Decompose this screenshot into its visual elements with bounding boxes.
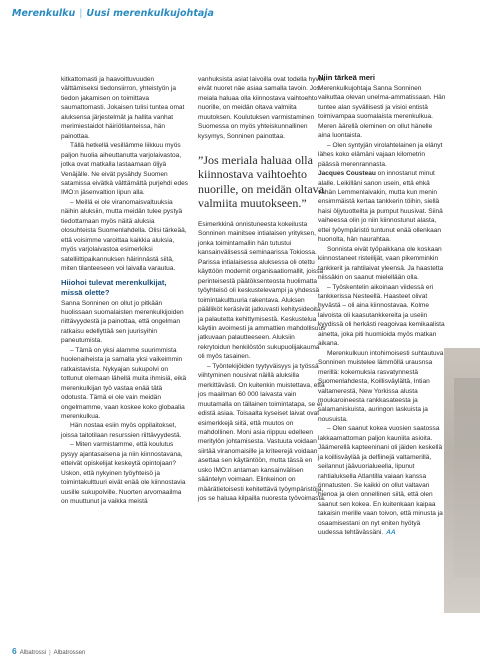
- magazine-name-alt: Albatrossen: [53, 650, 86, 656]
- body-paragraph: Merenkulkujohtaja Sanna Sonninen vaikuttaa olevan unelma-ammatissaan. Hän tuntee alan syvällisesti ja visioi entistä toimivampaa suomalaista merenkulkua. Meren äärellä oleminen on ollut hänelle aina luontaista.: [318, 85, 446, 140]
- section-label: Merenkulku: [12, 8, 76, 19]
- body-paragraph: – Meillä ei ole viranomaisvaltuuksia näihin aluksiin, mutta meidän tulee pystyä tiedottamaan myös näitä aluksia olosuhteista Suomenlahdella. Olisi tärkeää, että voisimme varoittaa kaikkia aluksia, myös varjolaivastoa esimerkiksi satelliittipaikannuksen häirinnästä siitä, miten tilanteeseen voi laivalla varautua.: [61, 198, 187, 273]
- footer-separator: |: [49, 650, 51, 656]
- body-paragraph: Esimerkkinä onnistuneesta kokeilusta Sonninen mainitsee intialaisen yrityksen, jonka toimintamallin hän tutustui kansainvälisessä seminaarissa Tokiossa. Parissa intialaisessa aluksessa oli otettu käyttöön modernit organisaatiomallit, joissa perinteisestä päätöksenteosta huolimatta työyhteisö oli keskustelevampi ja yhdessä toimintakulttuuria rakentava. Aluksen päälliköt keräsivät jatkuvasti kehitysideoita ja palautetta kehittymisestä. Keskustelua käytiin avoimesti ja ammattien mahdollisuus jatkuvaan palautteeseen. Aluksiin rekrytoidun henkilöstön sukupuolijakauma oli myös tasainen.: [198, 220, 326, 361]
- paragraph-text: – Olen saanut kokea vuosien saatossa lakkaamattoman paljon kauniita asioita. Jäämerellä kapteeninani oli jäiden keskellä ja koillisväylää ja delfiinejä valtamerillä, seilannut jäävuorialueella, lipunut rahtialuksella Atlantilla vaiaan kanssa rinnatusten. Se kaikki on ollut valtavan hienoa ja olen onnellinen siitä, että olen saanut sen kokea. En kuitenkaan kaipaa takaisin merille vaan toivon, että minusta ja osaamisestani on nyt eniten hyötyä uudessa tehtävässäni.: [318, 425, 443, 537]
- subheading: Niin tärkeä meri: [318, 73, 375, 82]
- end-of-article-mark: AA: [386, 529, 396, 537]
- body-paragraph: – Miten varmistamme, että koulutus pysyy ajantasaisena ja niin kiinnostavana, etteivät opiskelijat keskeytä opintojaan? Uskon, että nykyinen työyhteisö ja toimintakulttuuri eivät enää ole kiinnostavia uusille sukupolville. Nuorten arvomaailma on muuttunut ja vaikka meistä: [61, 441, 186, 506]
- body-paragraph: – Työskentelin aikoinaan viidessä eri tankkerissa Nesteellä. Haasteet olivat hyvästä – oli aina kiinnostavaa. Kolme laivoista oli kaasutankkereita ja useiin kyydissä oli herkästi reagoivaa kemikaalista ainetta, joka piti huomioida myös matkan aikana.: [318, 283, 445, 348]
- body-paragraph: Hän nostaa esiin myös oppilaitokset, joissa taitotilaan resurssien riittävyydestä.: [61, 422, 182, 439]
- section-topic: Uusi merenkulkujohtaja: [86, 8, 214, 19]
- page-number: 6: [12, 646, 17, 656]
- paragraph-text: on innostanut minut alalle. Leikilläni sanon usein, että ehkä vähän Lemmenlaivakin, mutta kun menin ensimmäistä kertaa tankkerin töihin, siellä haisi öljytuotteilta ja pumput huusivat. Siinä vaiheessa olin jo niin kiinnostunut alasta, ettei työympäristö tuntunut enää ollenkaan huonolta, hän naurahtaa.: [318, 170, 443, 244]
- person-name: Jacques Cousteau: [318, 170, 376, 178]
- magazine-name: Albatrossi: [19, 650, 47, 656]
- page-footer: [12, 646, 85, 656]
- body-paragraph: vanhuksista asiat laivoilla ovat todella hyvin, eivät nuoret näe asiaa samalla tavoin. Jos meiala haluaa olla kiinnostava vaihtoehto nuorille, on meidän oltava valmiita muutoksen. Koulutuksen varmistaminen Suomessa on myös yhteiskunnallinen kysymys, Sonninen painottaa.: [198, 76, 326, 140]
- subheading: Hiiohoi tulevat merenkulkijat, missä olette?: [61, 277, 167, 297]
- body-paragraph: Sanna Sonninen on ollut jo pitkään huolissaan suomalaisten merenkulkijoiden riittävyydestä ja painottaa, että ongelman ratkaisu edellyttää sen juurisyihin paneutumista.: [61, 299, 184, 345]
- body-paragraph: Merenkulkuun intohimoisesti suhtautuva Sonninen muistelee lämmöllä urausnsa merillä: kokemuksia rasvatynnestä Suomenlahdesta, Koillisväylältä, Intian valtamerestä, New Yorkissa alusta moukaroineesta rankkasateesta ja salamaniskuista, auringon laskuista ja nousuista.: [318, 349, 444, 423]
- section-header: [12, 8, 214, 19]
- pull-quote: ”Jos meriala haluaa olla kiinnostava vaihtoehto nuorille, on meidän oltava valmiita muutokseen.”: [198, 153, 324, 210]
- body-paragraph: – Työntekijöiden tyytyväisyys ja työssä viihtyminen nousivat näillä aluksilla merkittävästi. On kuitenkin muistettava, että jos maailman 60 000 laivasta vain muutamalla on tällainen toimintatapa, se ei edistä asiaa. Toisaalta kyseiset laivat ovat esimerkkejä siitä, että muutos on mahdollinen. Moni asia riippuu edelleen meritylön johtamisesta. Vastuuta voidaan siirtää viranomaisille ja kriteerejä voidaan asettaa sen käytäntöön, mutta tässä en usko IMO:n antaman kansainvälisen sääntelyn voimaan. Elinkeinon on määrätietoisesti kehitettävä työympäristöjä, jos se haluaa kilpailla nuoresta työvoimasta.: [198, 362, 326, 503]
- edge-photo: [444, 348, 480, 613]
- article-column-3: [318, 73, 446, 538]
- body-paragraph: kitkattomasti ja haavoittuvuuden välttämiseksi tiedonsiirron, yhteistyön ja tiedon jakamisen on toimittava saumattomasti. Jokaisen tulisi tuntea omat aluksensa järjestelmät ja hallita vanhat merimiestaidot häiriötilanteissa, hän painottaa.: [61, 76, 185, 140]
- body-paragraph-last: [318, 424, 446, 537]
- body-paragraph-with-name: [318, 169, 446, 245]
- article-column-2: [198, 75, 326, 504]
- article-column-1: [61, 75, 189, 506]
- body-paragraph: Tällä hetkellä vesillämme liikkuu myös paljon huolia aiheuttanutta varjolaivastoa, jotka ovat matkalla lastaamaan öljyä Venäjälle. Ne eivät pysähdy Suomen satamissa eivätkä välttämättä purjehdi edes IMO:n jäsenvaltion lipun alla.: [61, 142, 189, 197]
- header-separator: |: [79, 8, 83, 19]
- body-paragraph: Sonnista eivät työpaikkana ole koskaan kiinnostaneet risteilijät, vaan pikemminkin tankkerit ja rahtilaivat yleensä. Ja haastetta niissäkin on saanut mielellään olla.: [318, 245, 444, 282]
- body-paragraph: – Olen syntyjän virolahtelainen ja elänyt lähes koko elämäni vajaan kilometrin päässä merenrannasta.: [318, 141, 443, 168]
- body-paragraph: – Tämä on yksi alamme suurimmista huolenaiheista ja samalla yksi vaikeimmin ratkaistavista. Nykyajan sukupolvi on tottunut olemaan lähellä muita ihmisiä, eikä merenkulkijan työ vastaa enää tätä odotusta. Tämä ei ole vain meidän ongelmamme, vaan koskee koko globaalia merenkulkua.: [61, 346, 187, 420]
